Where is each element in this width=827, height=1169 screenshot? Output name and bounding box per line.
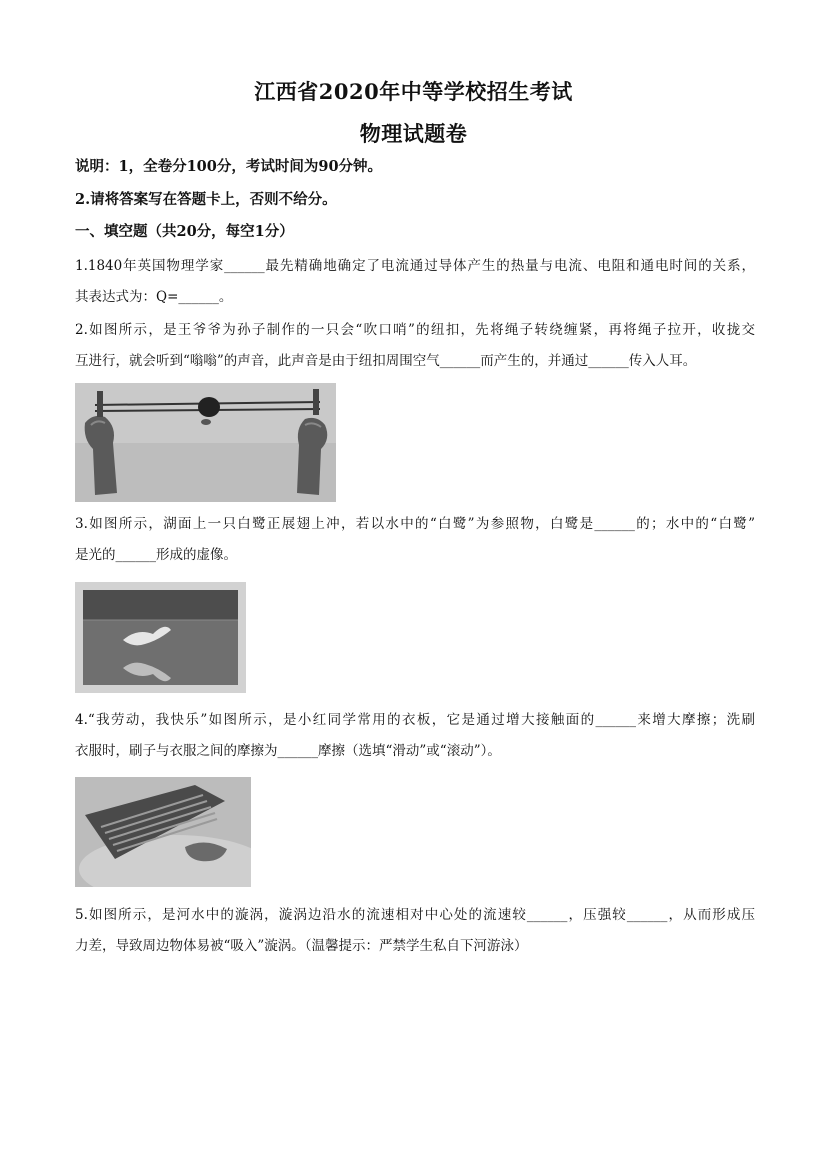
question-3-line-1: 3.如图所示，湖面上一只白鹭正展翅上冲，若以水中的“白鹭”为参照物，白鹭是______的；水中的“白鹭” [75,516,755,532]
button-whistle-image [75,383,336,502]
section-heading: 一、填空题（共20分，每空1分） [75,223,294,240]
exam-subtitle: 物理试题卷 [359,121,468,146]
washboard-image [75,777,251,887]
question-1-line-1: 1.1840年英国物理学家______最先精确地确定了电流通过导体产生的热量与电流、电阻和通电时间的关系， [75,258,755,274]
question-4-line-1: 4.“我劳动，我快乐”如图所示，是小红同学常用的衣板，它是通过增大接触面的______来增大摩擦；洗刷 [75,712,755,728]
question-2-line-1: 2.如图所示，是王爷爷为孙子制作的一只会“吹口哨”的纽扣，先将绳子转绕缠紧，再将绳子拉开，收拢交 [75,322,755,338]
question-1-line-2: 其表达式为：Q=______。 [75,289,233,305]
instruction-line-2: 2.请将答案写在答题卡上，否则不给分。 [75,191,337,208]
egret-image [75,582,246,693]
question-3-line-2: 是光的______形成的虚像。 [75,547,237,563]
exam-title: 江西省2020年中等学校招生考试 [254,79,573,104]
instruction-line-1: 说明：1，全卷分100分，考试时间为90分钟。 [75,158,383,175]
question-5-line-2: 力差，导致周边物体易被“吸入”漩涡。（温馨提示：严禁学生私自下河游泳） [75,938,528,954]
question-5-line-1: 5.如图所示，是河水中的漩涡，漩涡边沿水的流速相对中心处的流速较______，压强较______，从而形成压 [75,907,755,923]
question-2-line-2: 互进行，就会听到“嗡嗡”的声音，此声音是由于纽扣周围空气______而产生的，并通过______传入人耳。 [75,353,697,369]
question-4-line-2: 衣服时，刷子与衣服之间的摩擦为______摩擦（选填“滑动”或“滚动”）。 [75,743,501,759]
